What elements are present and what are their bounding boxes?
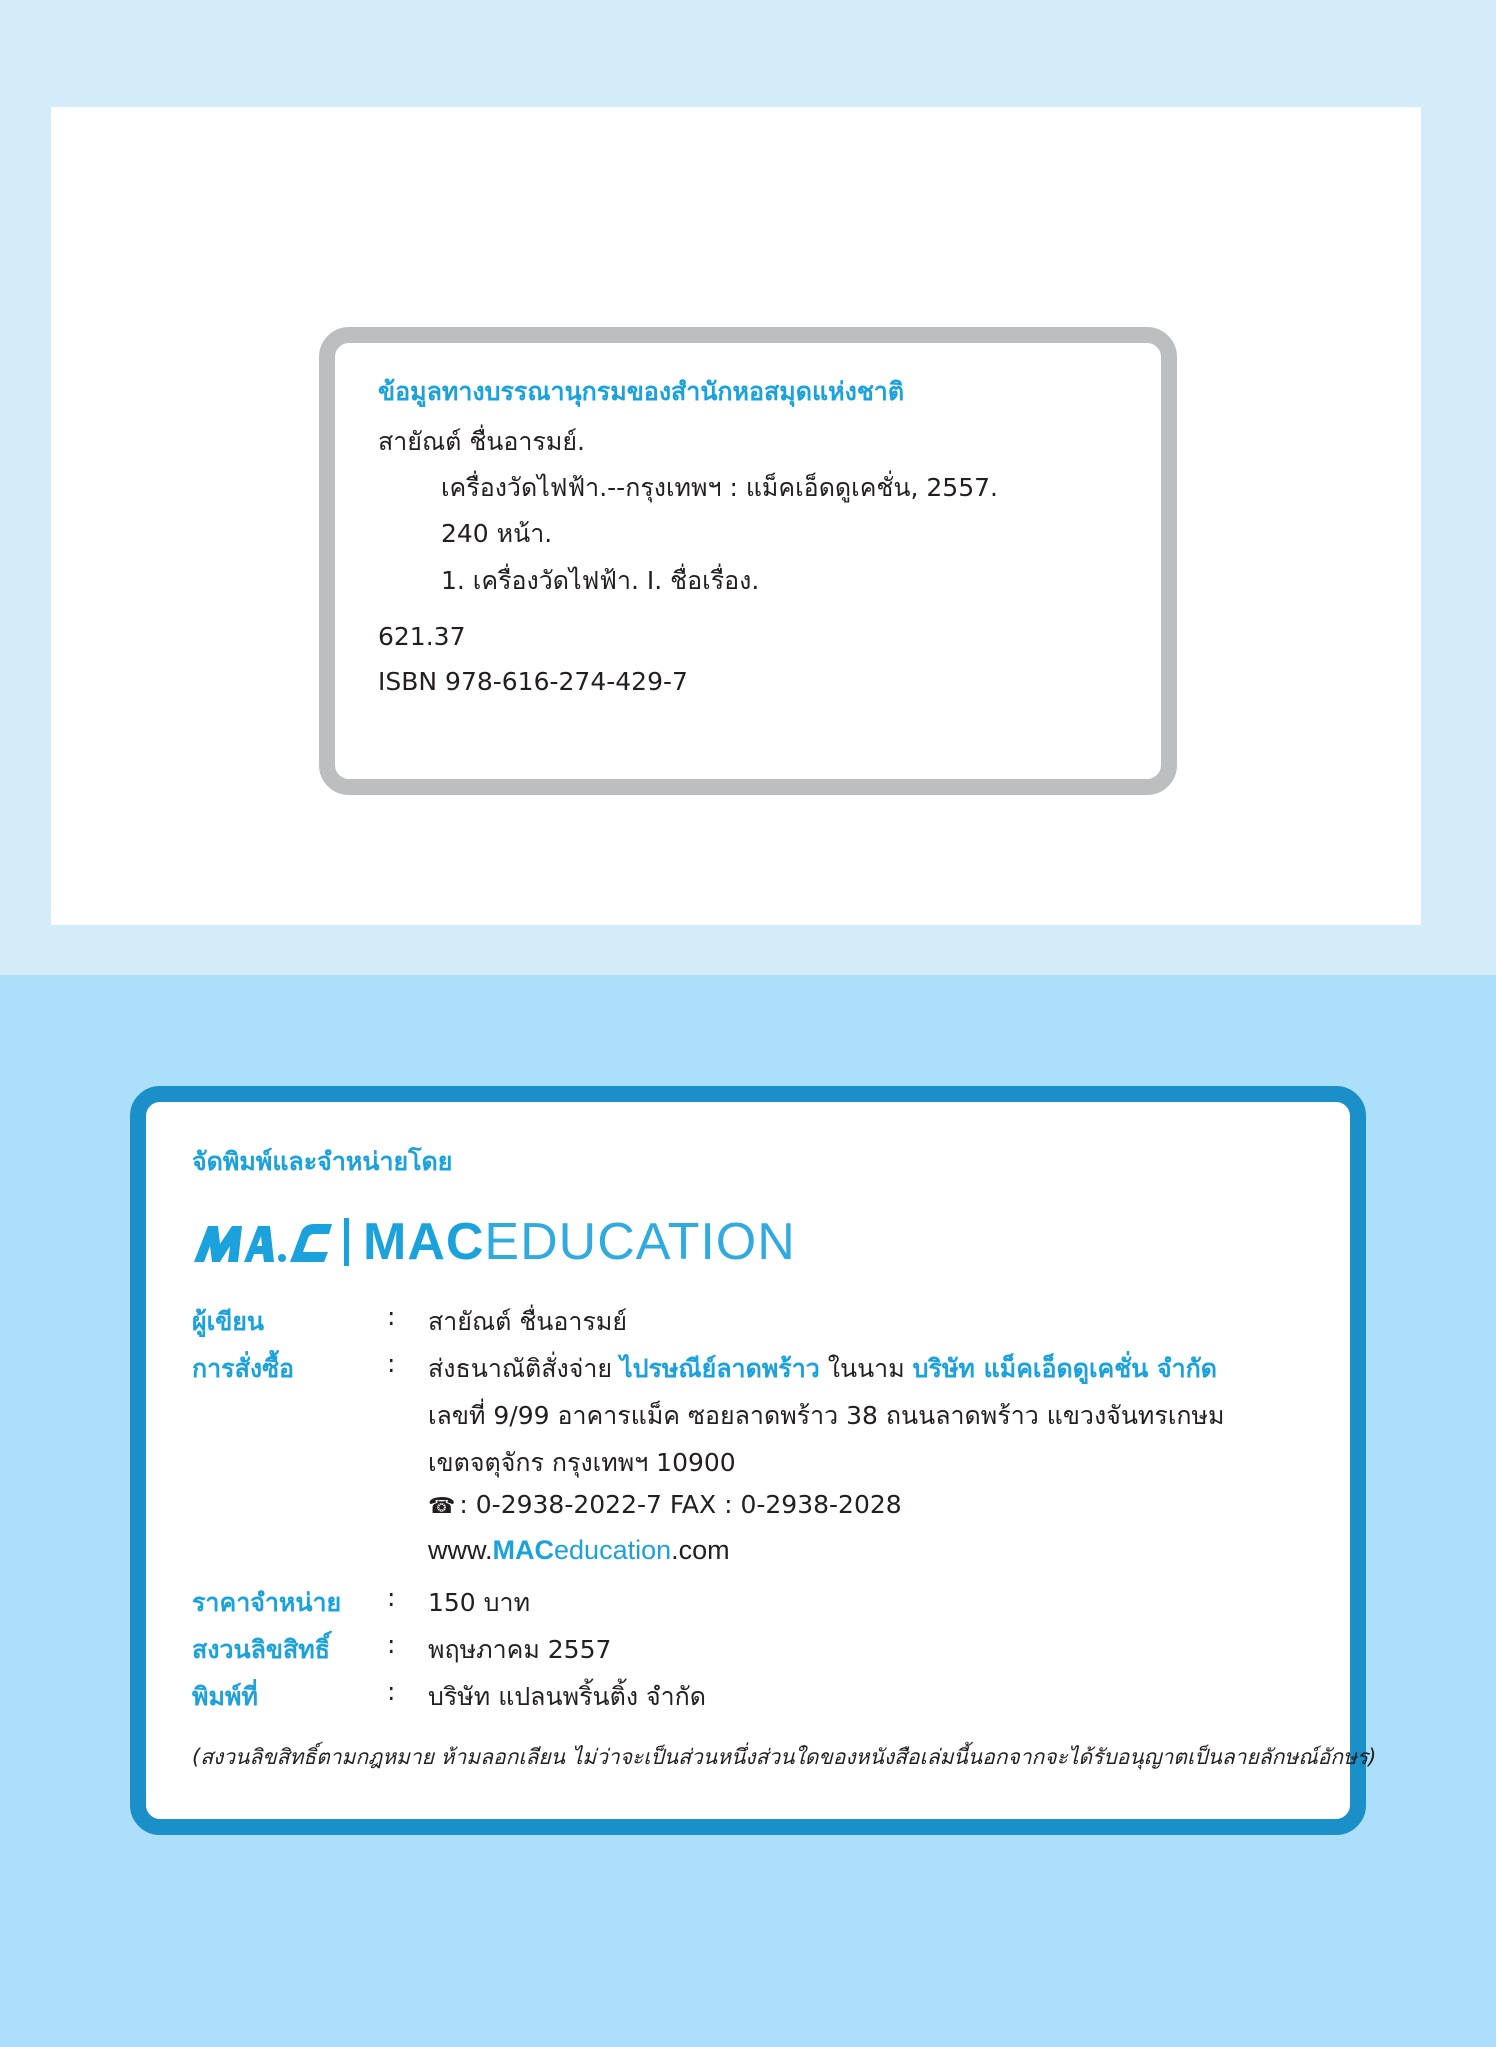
logo-brand: MAC [363,1213,485,1271]
print-value: บริษัท แปลนพริ้นติ้ง จำกัด [428,1682,707,1711]
print-colon: : [387,1677,396,1706]
web-suffix: .com [671,1535,730,1565]
web-mid: education [554,1535,672,1565]
price-label: ราคาจำหน่าย [192,1588,342,1617]
order-value [428,1349,1217,1389]
author-label: ผู้เขียน [192,1307,265,1336]
mac-logo-icon [192,1220,334,1264]
order-label: การสั่งซื้อ [192,1354,295,1383]
address-line-1: เลขที่ 9/99 อาคารแม็ค ซอยลาดพร้าว 38 ถนนลาดพร้าว แขวงจันทรเกษม [428,1401,1225,1430]
logo-wordmark [363,1212,796,1272]
website[interactable] [428,1535,730,1566]
author-colon: : [387,1302,396,1331]
order-post-office: ไปรษณีย์ลาดพร้าว [620,1354,820,1383]
author-value: สายัณต์ ชื่นอารมย์ [428,1307,627,1336]
logo-divider [344,1218,349,1266]
web-prefix: www. [428,1535,493,1565]
order-company: บริษัท แม็คเอ็ดดูเคชั่น จำกัด [912,1354,1218,1383]
order-prefix: ส่งธนาณัติสั่งจ่าย [428,1354,613,1383]
publisher-heading: จัดพิมพ์และจำหน่ายโดย [192,1147,453,1176]
phone-line [428,1490,902,1519]
web-brand: MAC [492,1535,555,1565]
price-value: 150 บาท [428,1588,531,1617]
phone-text: : 0-2938-2022-7 FAX : 0-2938-2028 [459,1490,902,1519]
logo-suffix: EDUCATION [484,1213,796,1271]
copyright-colon: : [387,1630,396,1659]
cip-author: สายัณต์ ชื่นอารมย์. [378,427,585,456]
cip-subjects: 1. เครื่องวัดไฟฟ้า. I. ชื่อเรื่อง. [441,566,760,595]
copyright-label: สงวนลิขสิทธิ์ [192,1635,331,1664]
mac-education-logo [192,1212,796,1272]
order-colon: : [387,1349,396,1378]
price-colon: : [387,1583,396,1612]
phone-icon: ☎ [428,1494,456,1519]
cip-pages: 240 หน้า. [441,519,553,548]
cip-title-line: เครื่องวัดไฟฟ้า.--กรุงเทพฯ : แม็คเอ็ดดูเคชั่น, 2557. [441,473,998,502]
cip-title: ข้อมูลทางบรรณานุกรมของสำนักหอสมุดแห่งชาติ [378,377,905,406]
cip-classification: 621.37 [378,622,466,651]
publisher-frame [130,1086,1366,1835]
order-in-name: ในนาม [827,1354,905,1383]
copyright-note: (สงวนลิขสิทธิ์ตามกฎหมาย ห้ามลอกเลียน ไม่ว่าจะเป็นส่วนหนึ่งส่วนใดของหนังสือเล่มนี้นอกจากจะได้รับอนุญาตเป็นลายลักษณ์อักษร) [192,1745,1377,1769]
copyright-value: พฤษภาคม 2557 [428,1635,612,1664]
cip-isbn: ISBN 978-616-274-429-7 [378,667,688,696]
print-label: พิมพ์ที่ [192,1682,258,1711]
address-line-2: เขตจตุจักร กรุงเทพฯ 10900 [428,1448,736,1477]
